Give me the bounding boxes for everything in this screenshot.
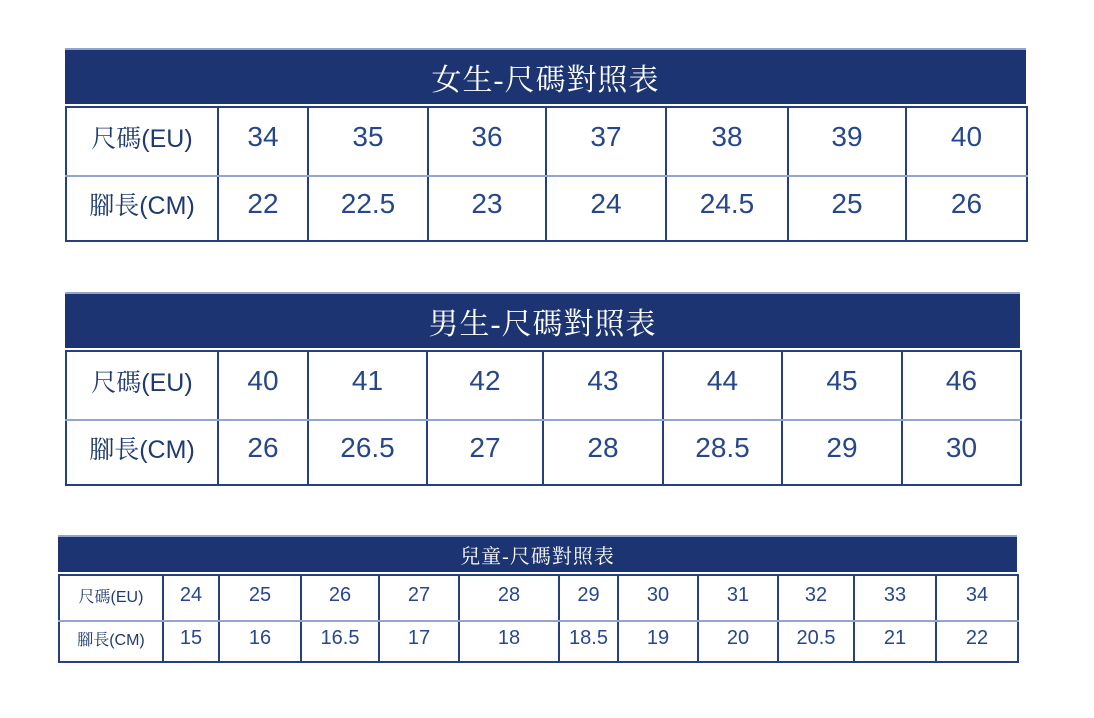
men-eu-size-cell: 42 [427, 351, 543, 420]
men-eu-size-row [66, 351, 1021, 420]
women-foot-length-cell: 23 [428, 176, 546, 241]
men-table-title: 男生-尺碼對照表 [428, 308, 657, 341]
children-eu-size-cell: 30 [618, 575, 698, 621]
men-size-table [65, 292, 1020, 486]
children-eu-size-label: 尺碼(EU) [59, 575, 163, 621]
children-foot-length-cell: 20 [698, 621, 778, 662]
women-eu-size-cell: 39 [788, 107, 906, 176]
men-foot-length-cell: 28.5 [663, 420, 782, 485]
women-foot-length-cell: 22 [218, 176, 308, 241]
children-foot-length-label: 腳長(CM) [59, 621, 163, 662]
children-table-title-bar [58, 535, 1017, 572]
children-foot-length-cell: 21 [854, 621, 936, 662]
women-eu-size-cell: 34 [218, 107, 308, 176]
men-foot-length-label: 腳長(CM) [66, 420, 218, 485]
men-table-grid [65, 350, 1022, 486]
children-foot-length-cell: 22 [936, 621, 1018, 662]
men-foot-length-cell: 27 [427, 420, 543, 485]
men-foot-length-cell: 26 [218, 420, 308, 485]
children-foot-length-cell: 18 [459, 621, 559, 662]
children-table-grid [58, 574, 1019, 663]
women-foot-length-cell: 22.5 [308, 176, 428, 241]
children-eu-size-cell: 33 [854, 575, 936, 621]
women-foot-length-cell: 24.5 [666, 176, 788, 241]
women-foot-length-row [66, 176, 1027, 241]
women-size-table [65, 48, 1026, 242]
children-eu-size-cell: 34 [936, 575, 1018, 621]
women-eu-size-cell: 36 [428, 107, 546, 176]
women-eu-size-cell: 40 [906, 107, 1027, 176]
children-eu-size-cell: 24 [163, 575, 219, 621]
children-foot-length-cell: 17 [379, 621, 459, 662]
children-eu-size-cell: 28 [459, 575, 559, 621]
children-eu-size-cell: 29 [559, 575, 618, 621]
women-foot-length-cell: 26 [906, 176, 1027, 241]
women-foot-length-cell: 25 [788, 176, 906, 241]
children-size-table [58, 535, 1017, 663]
children-eu-size-row [59, 575, 1018, 621]
children-eu-size-cell: 32 [778, 575, 854, 621]
women-eu-size-label: 尺碼(EU) [66, 107, 218, 176]
men-foot-length-cell: 28 [543, 420, 663, 485]
men-foot-length-row [66, 420, 1021, 485]
children-foot-length-cell: 20.5 [778, 621, 854, 662]
women-foot-length-cell: 24 [546, 176, 666, 241]
men-eu-size-cell: 43 [543, 351, 663, 420]
men-foot-length-cell: 30 [902, 420, 1021, 485]
women-table-grid [65, 106, 1028, 242]
children-foot-length-cell: 19 [618, 621, 698, 662]
women-foot-length-label: 腳長(CM) [66, 176, 218, 241]
children-foot-length-cell: 15 [163, 621, 219, 662]
women-eu-size-cell: 35 [308, 107, 428, 176]
children-foot-length-cell: 18.5 [559, 621, 618, 662]
men-eu-size-cell: 45 [782, 351, 902, 420]
men-table-title-bar [65, 292, 1020, 348]
women-eu-size-cell: 38 [666, 107, 788, 176]
children-foot-length-cell: 16.5 [301, 621, 379, 662]
children-eu-size-cell: 27 [379, 575, 459, 621]
men-eu-size-cell: 40 [218, 351, 308, 420]
women-table-title-bar [65, 48, 1026, 104]
men-eu-size-cell: 44 [663, 351, 782, 420]
children-foot-length-row [59, 621, 1018, 662]
women-table-title: 女生-尺碼對照表 [431, 64, 660, 97]
children-eu-size-cell: 25 [219, 575, 301, 621]
men-eu-size-cell: 46 [902, 351, 1021, 420]
children-foot-length-cell: 16 [219, 621, 301, 662]
women-eu-size-cell: 37 [546, 107, 666, 176]
men-eu-size-cell: 41 [308, 351, 427, 420]
children-table-title: 兒童-尺碼對照表 [460, 546, 615, 568]
children-eu-size-cell: 26 [301, 575, 379, 621]
men-foot-length-cell: 26.5 [308, 420, 427, 485]
men-foot-length-cell: 29 [782, 420, 902, 485]
women-eu-size-row [66, 107, 1027, 176]
men-eu-size-label: 尺碼(EU) [66, 351, 218, 420]
children-eu-size-cell: 31 [698, 575, 778, 621]
